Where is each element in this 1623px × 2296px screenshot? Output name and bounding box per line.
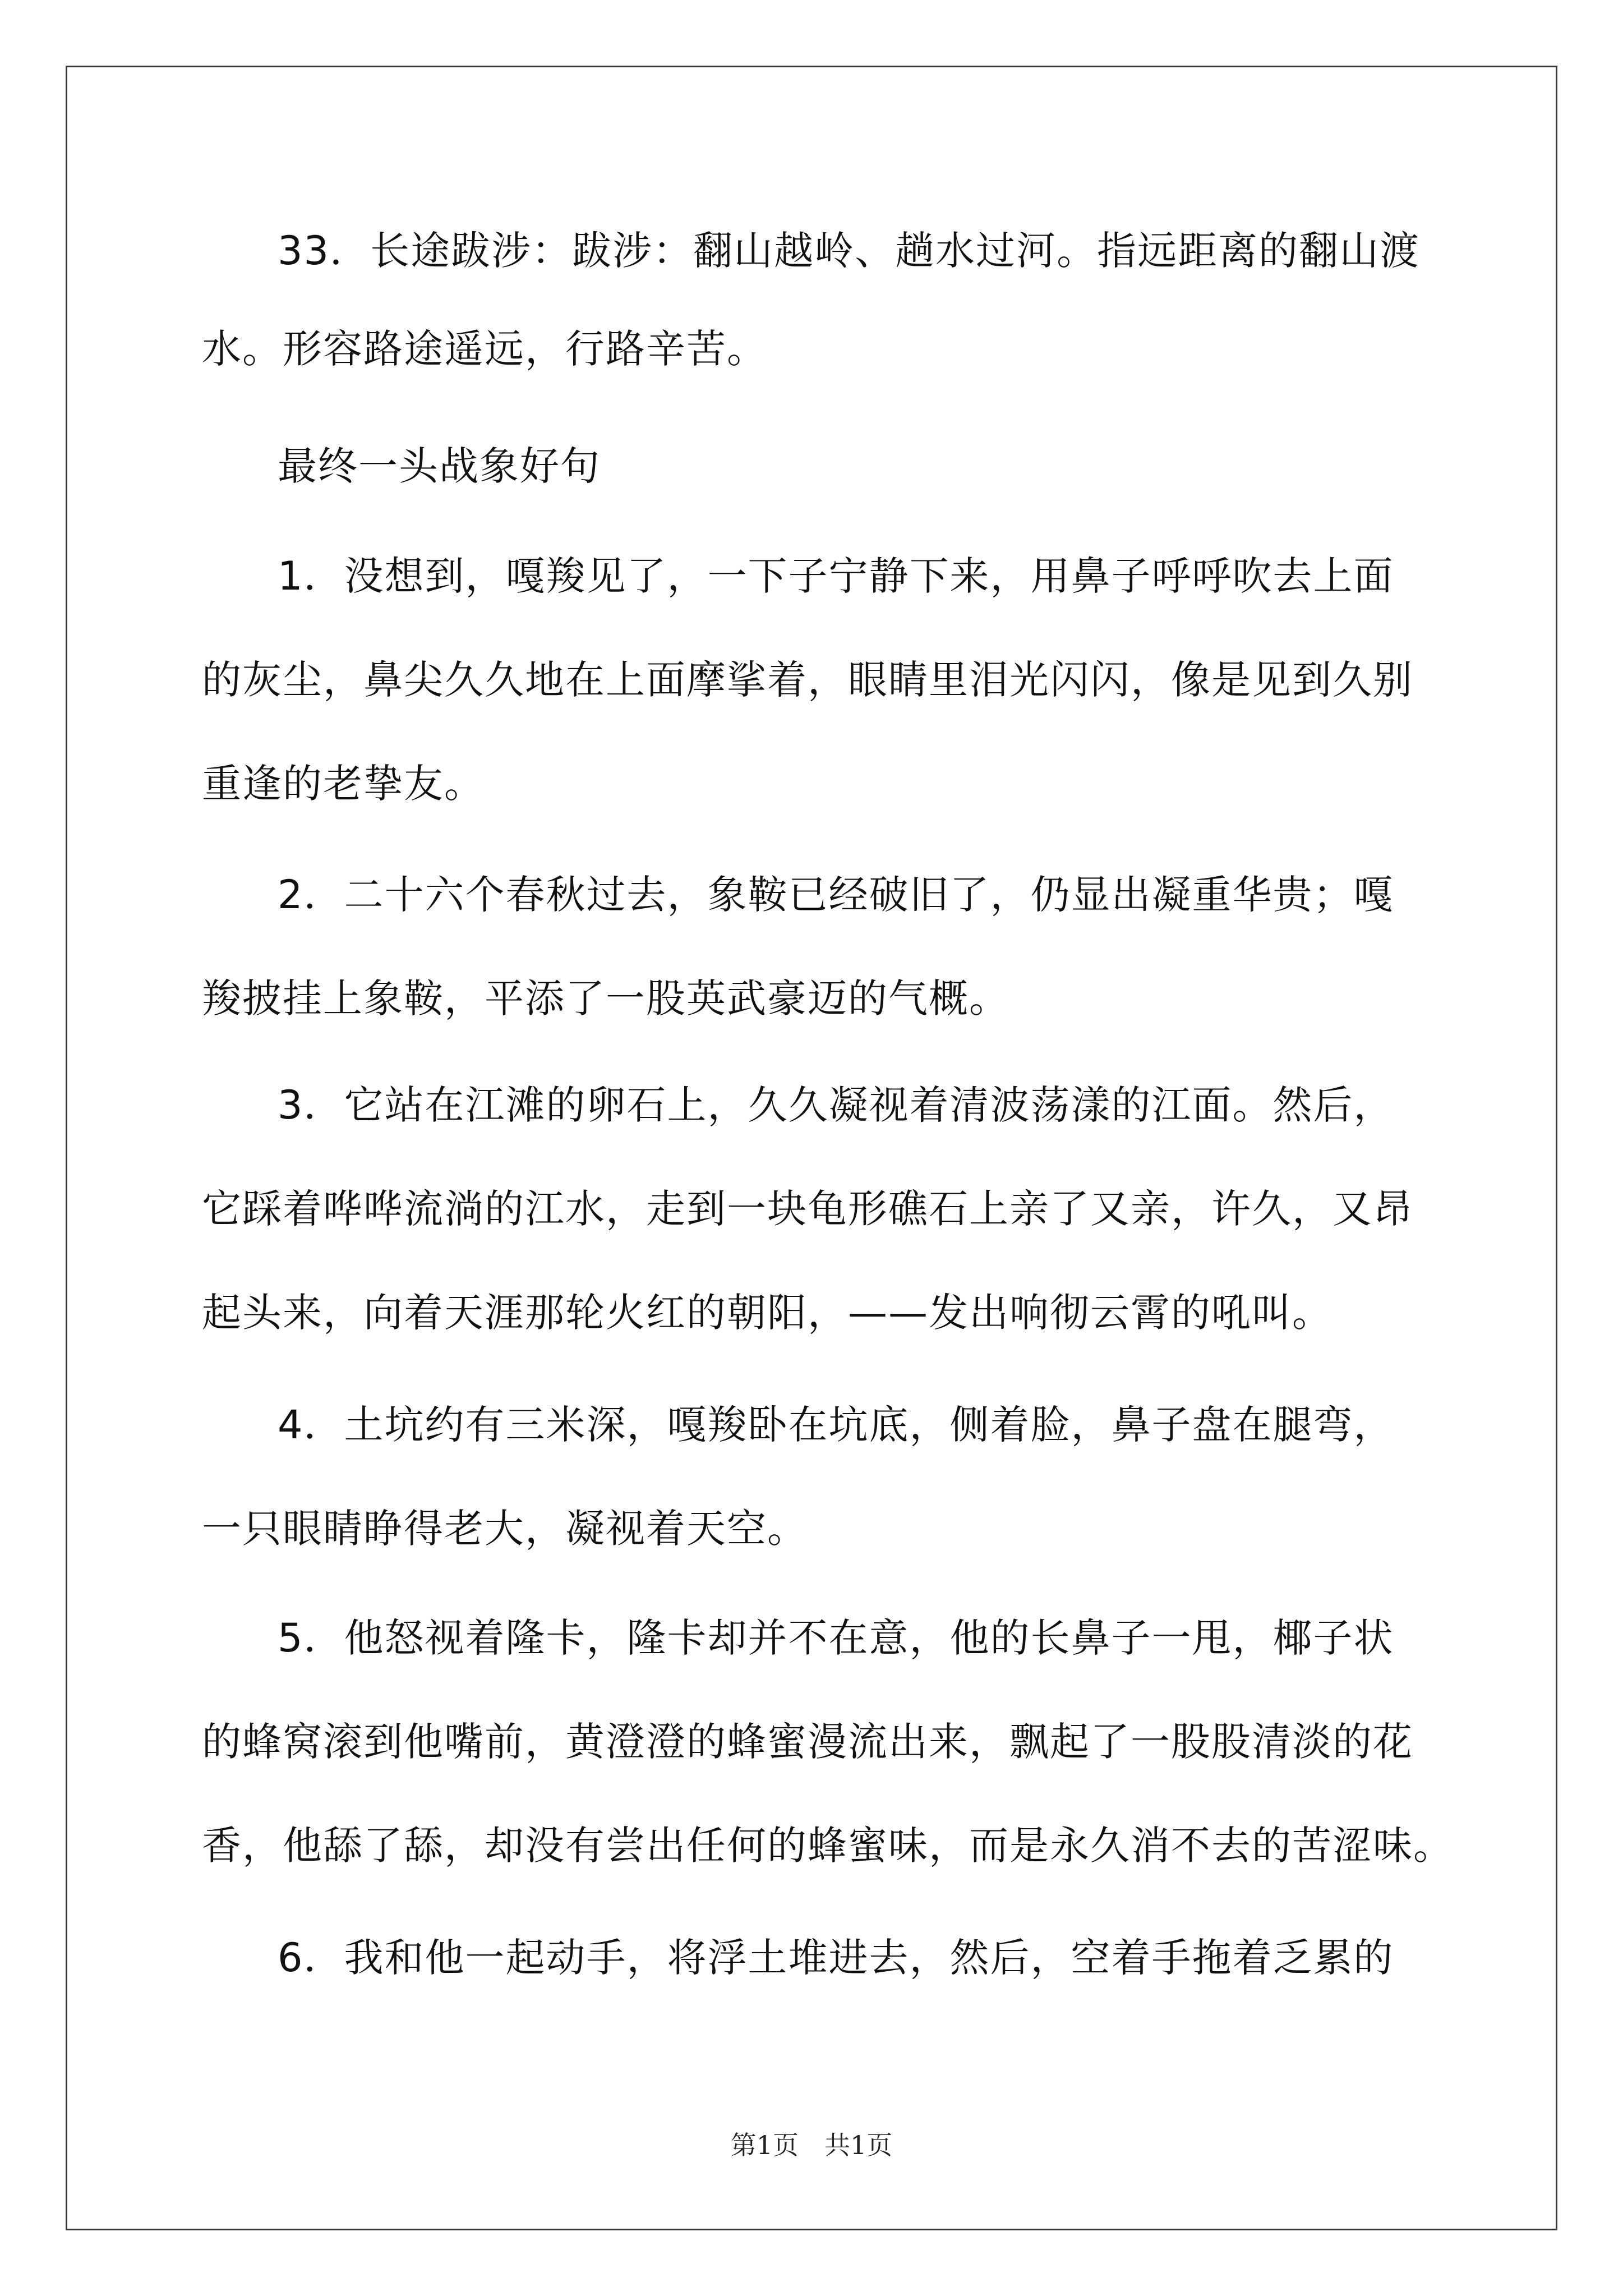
text-line: 33．长途跋涉：跋涉：翻山越岭、趟水过河。指远距离的翻山渡 xyxy=(278,228,1421,274)
text-line: 起头来，向着天涯那轮火红的朝阳，——发出响彻云霄的吼叫。 xyxy=(202,1290,1332,1336)
text-line: 重逢的老挚友。 xyxy=(202,761,485,807)
text-line: 一只眼睛睁得老大，凝视着天空。 xyxy=(202,1506,808,1552)
text-line: 它踩着哗哗流淌的江水，走到一块龟形礁石上亲了又亲，许久，又昂 xyxy=(202,1186,1413,1232)
text-line: 羧披挂上象鞍，平添了一股英武豪迈的气概。 xyxy=(202,976,1009,1022)
text-line: 1．没想到，嘎羧见了，一下子宁静下来，用鼻子呼呼吹去上面 xyxy=(278,553,1394,599)
section-heading: 最终一头战象好句 xyxy=(278,443,601,489)
text-line: 2．二十六个春秋过去，象鞍已经破旧了，仍显出凝重华贵；嘎 xyxy=(278,872,1394,918)
text-line: 6．我和他一起动手，将浮土堆进去，然后，空着手拖着乏累的 xyxy=(278,1935,1394,1981)
text-line: 水。形容路途遥远，行路辛苦。 xyxy=(202,326,767,372)
text-line: 的蜂窝滚到他嘴前，黄澄澄的蜂蜜漫流出来，飘起了一股股清淡的花 xyxy=(202,1719,1413,1765)
text-line: 香，他舔了舔，却没有尝出任何的蜂蜜味，而是永久消不去的苦涩味。 xyxy=(202,1823,1454,1869)
page-border xyxy=(66,66,1557,2230)
text-line: 3．它站在江滩的卵石上，久久凝视着清波荡漾的江面。然后， xyxy=(278,1082,1394,1128)
page-number-footer: 第1页 共1页 xyxy=(730,2130,893,2160)
text-line: 4．土坑约有三米深，嘎羧卧在坑底，侧着脸，鼻子盘在腿弯， xyxy=(278,1402,1394,1448)
text-line: 5．他怒视着隆卡，隆卡却并不在意，他的长鼻子一甩，椰子状 xyxy=(278,1615,1394,1661)
text-line: 的灰尘，鼻尖久久地在上面摩挲着，眼睛里泪光闪闪，像是见到久别 xyxy=(202,657,1413,703)
